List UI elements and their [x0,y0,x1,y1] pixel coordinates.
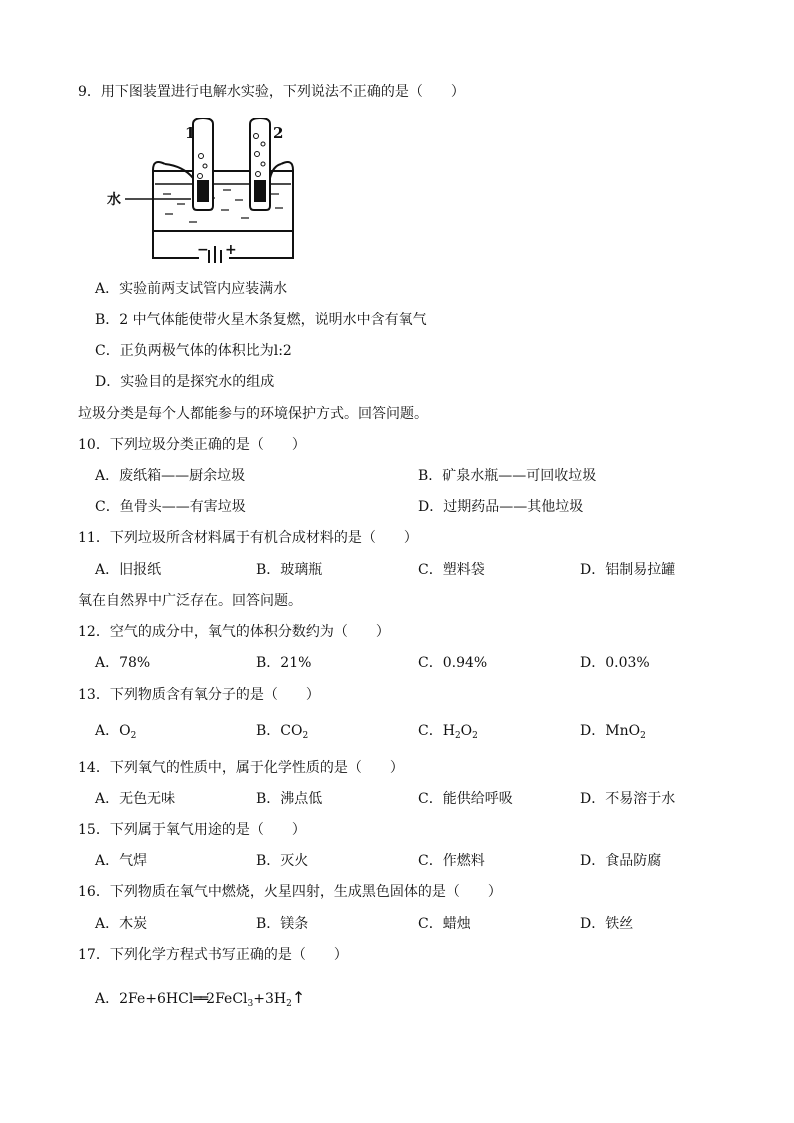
question-12-option-d: D．0.03% [580,655,650,671]
question-15-stem: 15．下列属于氧气用途的是（ ） [78,822,306,838]
subscript: 2 [130,731,137,741]
subscript: 2 [640,731,646,741]
equation-product-fecl: 2FeCl [206,991,248,1007]
question-10-option-b: B．矿泉水瓶——可回收垃圾 [418,468,597,484]
question-10-option-c: C．鱼骨头——有害垃圾 [95,499,246,515]
question-14-option-c: C．能供给呼吸 [418,791,513,807]
question-13-option-c [418,721,478,741]
question-11-option-b: B．玻璃瓶 [256,562,323,578]
question-15-option-a: A．气焊 [95,853,148,869]
subscript: 2 [472,731,478,741]
gas-arrow-icon: ↑ [291,988,306,1007]
section-intro-waste-sorting: 垃圾分类是每个人都能参与的环境保护方式。回答问题。 [78,406,428,422]
question-9-option-b: B．2 中气体能使带火星木条复燃，说明水中含有氧气 [95,312,427,328]
question-10-stem: 10．下列垃圾分类正确的是（ ） [78,437,306,453]
question-16-option-c: C．蜡烛 [418,916,471,932]
tube-2-label: 2 [273,124,284,142]
question-11-stem: 11．下列垃圾所含材料属于有机合成材料的是（ ） [78,530,418,546]
question-10-option-d: D．过期药品——其他垃圾 [418,499,584,515]
question-16-option-a: A．木炭 [95,916,148,932]
question-14-option-b: B．沸点低 [256,791,323,807]
option-d-prefix: D． [580,723,606,739]
question-16-option-b: B．镁条 [256,916,309,932]
tube-1-label: 1 [185,124,196,142]
electrolysis-apparatus-diagram [105,118,315,263]
section-intro-oxygen: 氧在自然界中广泛存在。回答问题。 [78,593,302,609]
battery-negative-label: − [197,242,209,258]
question-9-option-c: C．正负两极气体的体积比为l:2 [95,343,292,359]
equation-product-h: +3H [253,991,287,1007]
question-12-option-c: C．0.94% [418,655,488,671]
formula-co2: CO [280,723,303,739]
formula-h2o2-part2: O [460,723,473,739]
question-17-option-a [95,988,305,1009]
subscript: 2 [302,731,309,741]
question-13-option-a [95,721,136,741]
question-11-option-c: C．塑料袋 [418,562,485,578]
question-13-option-b [256,721,308,741]
water-label: 水 [107,192,121,208]
option-b-prefix: B． [256,723,281,739]
question-17-stem: 17．下列化学方程式书写正确的是（ ） [78,947,348,963]
option-a-prefix: A． [95,991,120,1007]
formula-mno2: MnO [605,723,641,739]
question-15-option-d: D．食品防腐 [580,853,662,869]
electrolysis-apparatus-figure [105,118,315,263]
question-14-stem: 14．下列氧气的性质中，属于化学性质的是（ ） [78,760,404,776]
question-12-stem: 12．空气的成分中，氧气的体积分数约为（ ） [78,624,390,640]
option-c-prefix: C． [418,723,443,739]
question-14-option-a: A．无色无味 [95,791,176,807]
question-12-option-a: A．78% [95,655,151,671]
equation-reactants: 2Fe+6HCl [119,991,194,1007]
question-16-stem: 16．下列物质在氧气中燃烧，火星四射，生成黑色固体的是（ ） [78,884,502,900]
question-12-option-b: B．21% [256,655,312,671]
subscript: 2 [454,731,461,741]
question-9-option-d: D．实验目的是探究水的组成 [95,374,275,390]
question-14-option-d: D．不易溶于水 [580,791,676,807]
battery-positive-label: + [225,242,237,258]
formula-h2o2-part1: H [442,723,455,739]
question-13-stem: 13．下列物质含有氧分子的是（ ） [78,687,320,703]
subscript: 2 [286,999,292,1009]
question-11-option-d: D．铝制易拉罐 [580,562,676,578]
subscript: 3 [247,999,254,1009]
option-a-prefix: A． [95,723,120,739]
question-9-stem: 9．用下图装置进行电解水实验，下列说法不正确的是（ ） [78,84,465,100]
question-13-option-d [580,721,646,741]
equation-equals-sign: ══ [193,991,207,1007]
question-11-option-a: A．旧报纸 [95,562,162,578]
question-10-option-a: A．废纸箱——厨余垃圾 [95,468,246,484]
question-9-option-a: A．实验前两支试管内应装满水 [95,281,288,297]
formula-o2: O [119,723,131,739]
question-15-option-c: C．作燃料 [418,853,485,869]
question-16-option-d: D．铁丝 [580,916,634,932]
question-15-option-b: B．灭火 [256,853,309,869]
